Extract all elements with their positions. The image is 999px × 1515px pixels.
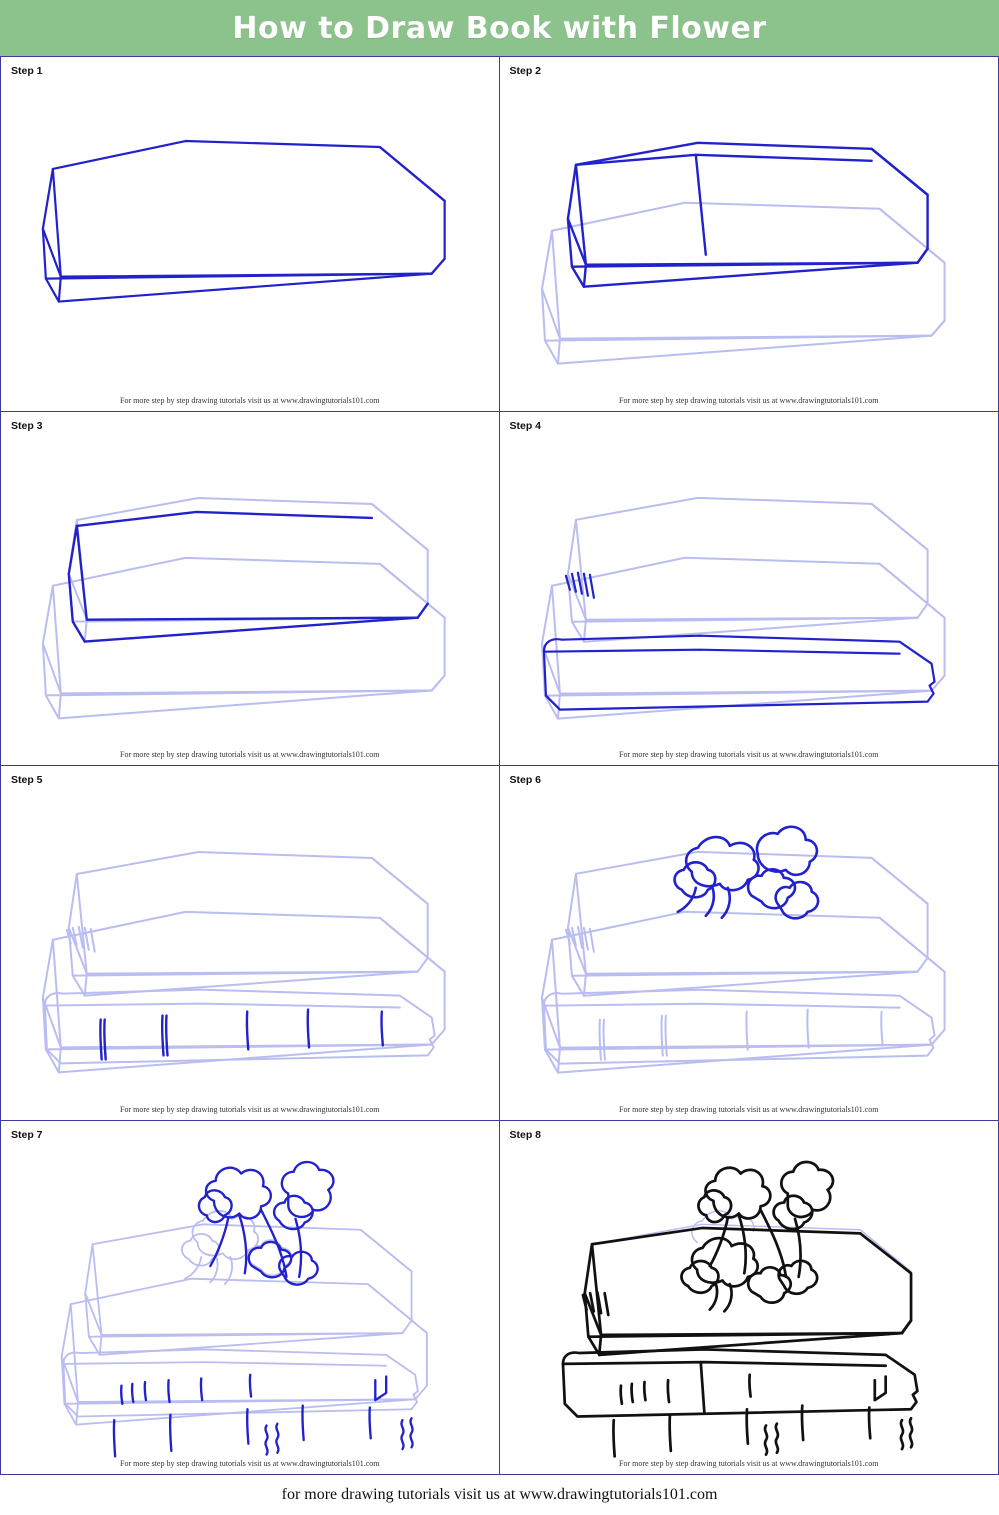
panel-credit: For more step by step drawing tutorials visit us at www.drawingtutorials101.com <box>619 395 879 405</box>
step-illustration-1 <box>1 57 499 411</box>
step-illustration-2 <box>500 57 999 411</box>
step-illustration-7 <box>1 1121 499 1475</box>
step-label: Step 2 <box>509 65 542 77</box>
step-panel-1 <box>0 57 500 412</box>
panel-credit: For more step by step drawing tutorials visit us at www.drawingtutorials101.com <box>619 1459 879 1468</box>
step-label: Step 1 <box>11 65 43 77</box>
step-label: Step 7 <box>11 1128 43 1141</box>
panel-credit: For more step by step drawing tutorials visit us at www.drawingtutorials101.com <box>120 395 380 405</box>
step-illustration-4 <box>500 412 999 766</box>
step-panel-3 <box>0 412 500 767</box>
panel-credit: For more step by step drawing tutorials visit us at www.drawingtutorials101.com <box>120 750 380 759</box>
footer-text: for more drawing tutorials visit us at www.drawingtutorials101.com <box>281 1486 718 1503</box>
step-label: Step 3 <box>11 419 43 432</box>
step-illustration-8 <box>500 1121 999 1475</box>
step-label: Step 4 <box>509 419 542 432</box>
steps-grid <box>0 56 999 1475</box>
step-label: Step 5 <box>11 774 43 786</box>
step-panel-2 <box>500 57 999 412</box>
step-panel-5 <box>0 766 500 1121</box>
panel-credit: For more step by step drawing tutorials visit us at www.drawingtutorials101.com <box>120 1104 380 1114</box>
panel-credit: For more step by step drawing tutorials visit us at www.drawingtutorials101.com <box>120 1459 380 1468</box>
step-illustration-3 <box>1 412 499 766</box>
panel-credit: For more step by step drawing tutorials visit us at www.drawingtutorials101.com <box>619 1104 879 1114</box>
step-illustration-6 <box>500 766 999 1120</box>
step-label: Step 6 <box>509 774 542 786</box>
step-panel-8 <box>500 1121 999 1476</box>
page-header <box>0 0 999 56</box>
step-panel-7 <box>0 1121 500 1476</box>
step-panel-6 <box>500 766 999 1121</box>
panel-credit: For more step by step drawing tutorials visit us at www.drawingtutorials101.com <box>619 750 879 759</box>
step-panel-4 <box>500 412 999 767</box>
step-illustration-5 <box>1 766 499 1120</box>
step-label: Step 8 <box>509 1128 542 1141</box>
page-footer <box>0 1475 999 1515</box>
page-title: How to Draw Book with Flower <box>232 10 767 46</box>
